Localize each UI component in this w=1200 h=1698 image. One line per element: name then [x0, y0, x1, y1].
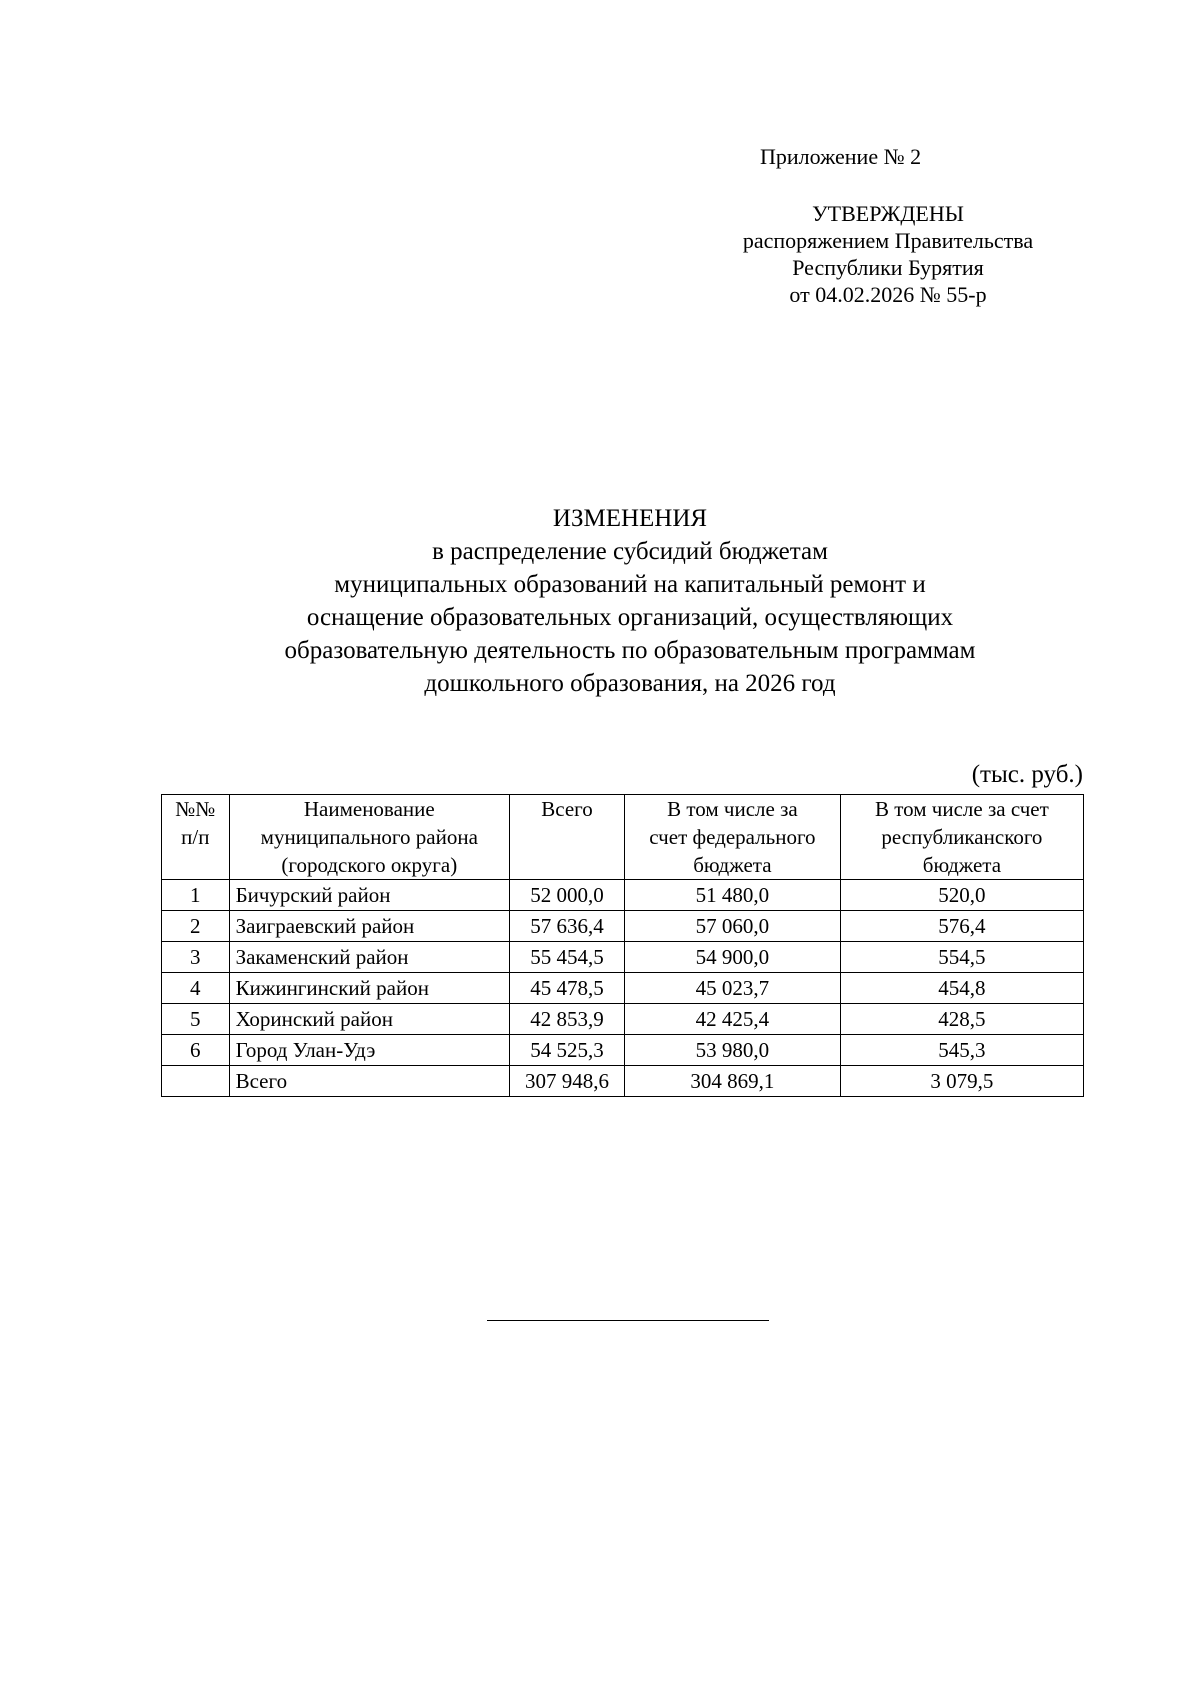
republic-value: 545,3	[840, 1035, 1083, 1066]
republic-value: 454,8	[840, 973, 1083, 1004]
municipality-name: Город Улан-Удэ	[229, 1035, 509, 1066]
column-header	[162, 795, 230, 880]
table-row	[162, 973, 1084, 1004]
column-header-line: п/п	[181, 825, 210, 849]
municipality-name: Кижингинский район	[229, 973, 509, 1004]
column-header-line: В том числе за	[667, 797, 798, 821]
document-title	[150, 502, 1110, 700]
units-label: (тыс. руб.)	[971, 761, 1083, 788]
total-value: 54 525,3	[510, 1035, 625, 1066]
total-value: 45 478,5	[510, 973, 625, 1004]
column-header	[229, 795, 509, 880]
column-header-line: бюджета	[693, 853, 772, 877]
row-number: 6	[162, 1035, 230, 1066]
total-value: 57 636,4	[510, 911, 625, 942]
table-row	[162, 911, 1084, 942]
approval-line: УТВЕРЖДЕНЫ	[812, 201, 964, 226]
republic-value: 520,0	[840, 880, 1083, 911]
column-header-line: республиканского	[881, 825, 1043, 849]
approval-line: от 04.02.2026 № 55-р	[789, 282, 987, 307]
header-row	[162, 795, 1084, 880]
appendix-label: Приложение № 2	[760, 144, 922, 169]
federal-value: 42 425,4	[624, 1004, 840, 1035]
signature-line	[487, 1320, 769, 1321]
total-row	[162, 1066, 1084, 1097]
approval-line: распоряжением Правительства	[742, 228, 1034, 253]
column-header	[840, 795, 1083, 880]
republic-value: 3 079,5	[840, 1066, 1083, 1097]
table-row	[162, 1004, 1084, 1035]
title-line: дошкольного образования, на 2026 год	[424, 670, 836, 697]
municipality-name: Всего	[229, 1066, 509, 1097]
column-header-line: №№	[175, 797, 216, 821]
column-header-line: В том числе за счет	[875, 797, 1049, 821]
total-value: 52 000,0	[510, 880, 625, 911]
republic-value: 554,5	[840, 942, 1083, 973]
row-number: 3	[162, 942, 230, 973]
row-number: 5	[162, 1004, 230, 1035]
row-number: 4	[162, 973, 230, 1004]
table-body	[162, 880, 1084, 1097]
title-line: в распределение субсидий бюджетам	[432, 538, 828, 565]
title-line: ИЗМЕНЕНИЯ	[552, 505, 708, 532]
republic-value: 576,4	[840, 911, 1083, 942]
title-line: муниципальных образований на капитальный ремонт и	[334, 571, 926, 598]
column-header-line: бюджета	[922, 853, 1002, 877]
column-header-line: (городского округа)	[281, 853, 458, 877]
municipality-name: Заиграевский район	[229, 911, 509, 942]
total-value: 307 948,6	[510, 1066, 625, 1097]
federal-value: 51 480,0	[624, 880, 840, 911]
federal-value: 54 900,0	[624, 942, 840, 973]
municipality-name: Закаменский район	[229, 942, 509, 973]
municipality-name: Хоринский район	[229, 1004, 509, 1035]
column-header-line: Наименование	[303, 797, 435, 821]
row-number: 1	[162, 880, 230, 911]
column-header	[624, 795, 840, 880]
row-number	[162, 1066, 230, 1097]
table-row	[162, 942, 1084, 973]
row-number: 2	[162, 911, 230, 942]
approval-block	[698, 200, 1078, 308]
table-header	[162, 795, 1084, 880]
table-row	[162, 1035, 1084, 1066]
title-line: образовательную деятельность по образовательным программам	[284, 637, 976, 664]
distribution-table	[161, 794, 1084, 1097]
total-value: 42 853,9	[510, 1004, 625, 1035]
total-value: 55 454,5	[510, 942, 625, 973]
republic-value: 428,5	[840, 1004, 1083, 1035]
column-header-line: Всего	[541, 797, 593, 821]
federal-value: 53 980,0	[624, 1035, 840, 1066]
column-header-line: муниципального района	[260, 825, 478, 849]
approval-line: Республики Бурятия	[792, 255, 984, 280]
column-header	[510, 795, 625, 880]
column-header-line: счет федерального	[649, 825, 816, 849]
title-line: оснащение образовательных организаций, осуществляющих	[306, 604, 954, 631]
municipality-name: Бичурский район	[229, 880, 509, 911]
table-row	[162, 880, 1084, 911]
federal-value: 304 869,1	[624, 1066, 840, 1097]
federal-value: 45 023,7	[624, 973, 840, 1004]
federal-value: 57 060,0	[624, 911, 840, 942]
